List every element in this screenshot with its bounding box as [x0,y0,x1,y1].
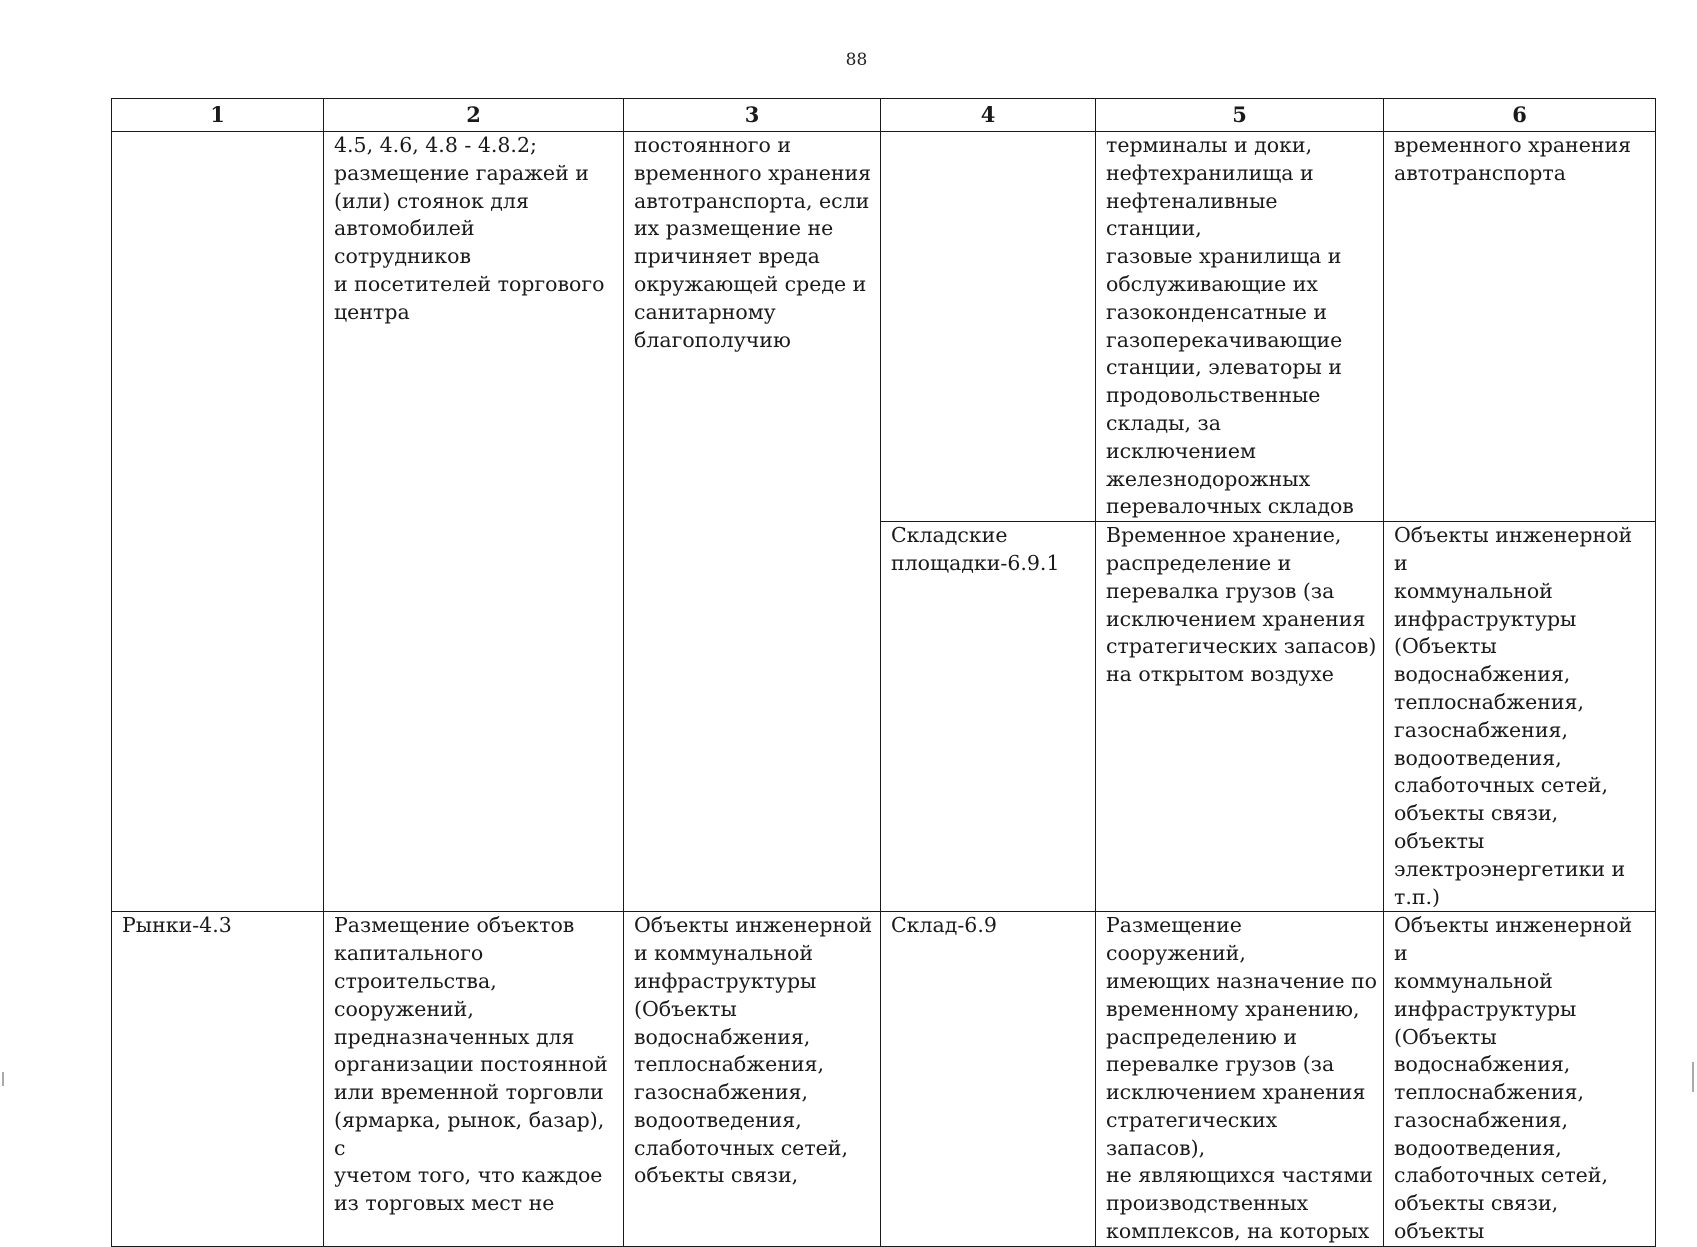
table-cell-c3: Объекты инженерной и коммунальной инфраструктуры (Объекты водоснабжения, теплоснабжения, газоснабжения, водоотведения, слаботочных сетей, объекты связи, [624,912,881,1247]
table-cell-c4: Склад-6.9 [881,912,1096,1247]
column-header-2: 2 [324,99,624,132]
table-cell-c5: Временное хранение, распределение и перевалка грузов (за исключением хранения стратегических запасов) на открытом воздухе [1096,522,1384,912]
table-cell-c2: Размещение объектов капитального строительства, сооружений, предназначенных для организации постоянной или временной торговли (ярмарка, рынок, базар), с учетом того, что каждое из торговых мест не [324,912,624,1247]
table-cell-c5: терминалы и доки, нефтехранилища и нефтеналивные станции, газовые хранилища и обслуживающие их газоконденсатные и газоперекачивающие станции, элеваторы и продовольственные склады, за исключением железнодорожных перевалочных складов [1096,132,1384,522]
table-row [112,912,1656,1247]
table-cell-c2: 4.5, 4.6, 4.8 - 4.8.2; размещение гаражей и (или) стоянок для автомобилей сотрудников и посетителей торгового центра [324,132,624,912]
table-row [112,132,1656,522]
right-margin-mark [1692,1062,1694,1092]
table-cell-c5: Размещение сооружений, имеющих назначение по временному хранению, распределению и перевалке грузов (за исключением хранения стратегических запасов), не являющихся частями производственных комплексов, на которых [1096,912,1384,1247]
column-header-1: 1 [112,99,324,132]
page-number: 88 [845,50,868,70]
left-margin-mark [2,1072,4,1086]
table-cell-c1: Рынки-4.3 [112,912,324,1247]
column-header-5: 5 [1096,99,1384,132]
table-cell-c6: Объекты инженерной и коммунальной инфраструктуры (Объекты водоснабжения, теплоснабжения, газоснабжения, водоотведения, слаботочных сетей, объекты связи, объекты [1384,912,1656,1247]
table-cell-c4 [881,132,1096,522]
column-header-4: 4 [881,99,1096,132]
table-cell-c4: Складские площадки-6.9.1 [881,522,1096,912]
table-cell-c6: Объекты инженерной и коммунальной инфраструктуры (Объекты водоснабжения, теплоснабжения, газоснабжения, водоотведения, слаботочных сетей, объекты связи, объекты электроэнергетики и т.п.) [1384,522,1656,912]
table-cell-c6: временного хранения автотранспорта [1384,132,1656,522]
table-header-row [112,99,1656,132]
column-header-3: 3 [624,99,881,132]
table-cell-c3: постоянного и временного хранения автотранспорта, если их размещение не причиняет вреда окружающей среде и санитарному благополучию [624,132,881,912]
table-cell-c1 [112,132,324,912]
land-use-table [111,98,1656,1247]
column-header-6: 6 [1384,99,1656,132]
